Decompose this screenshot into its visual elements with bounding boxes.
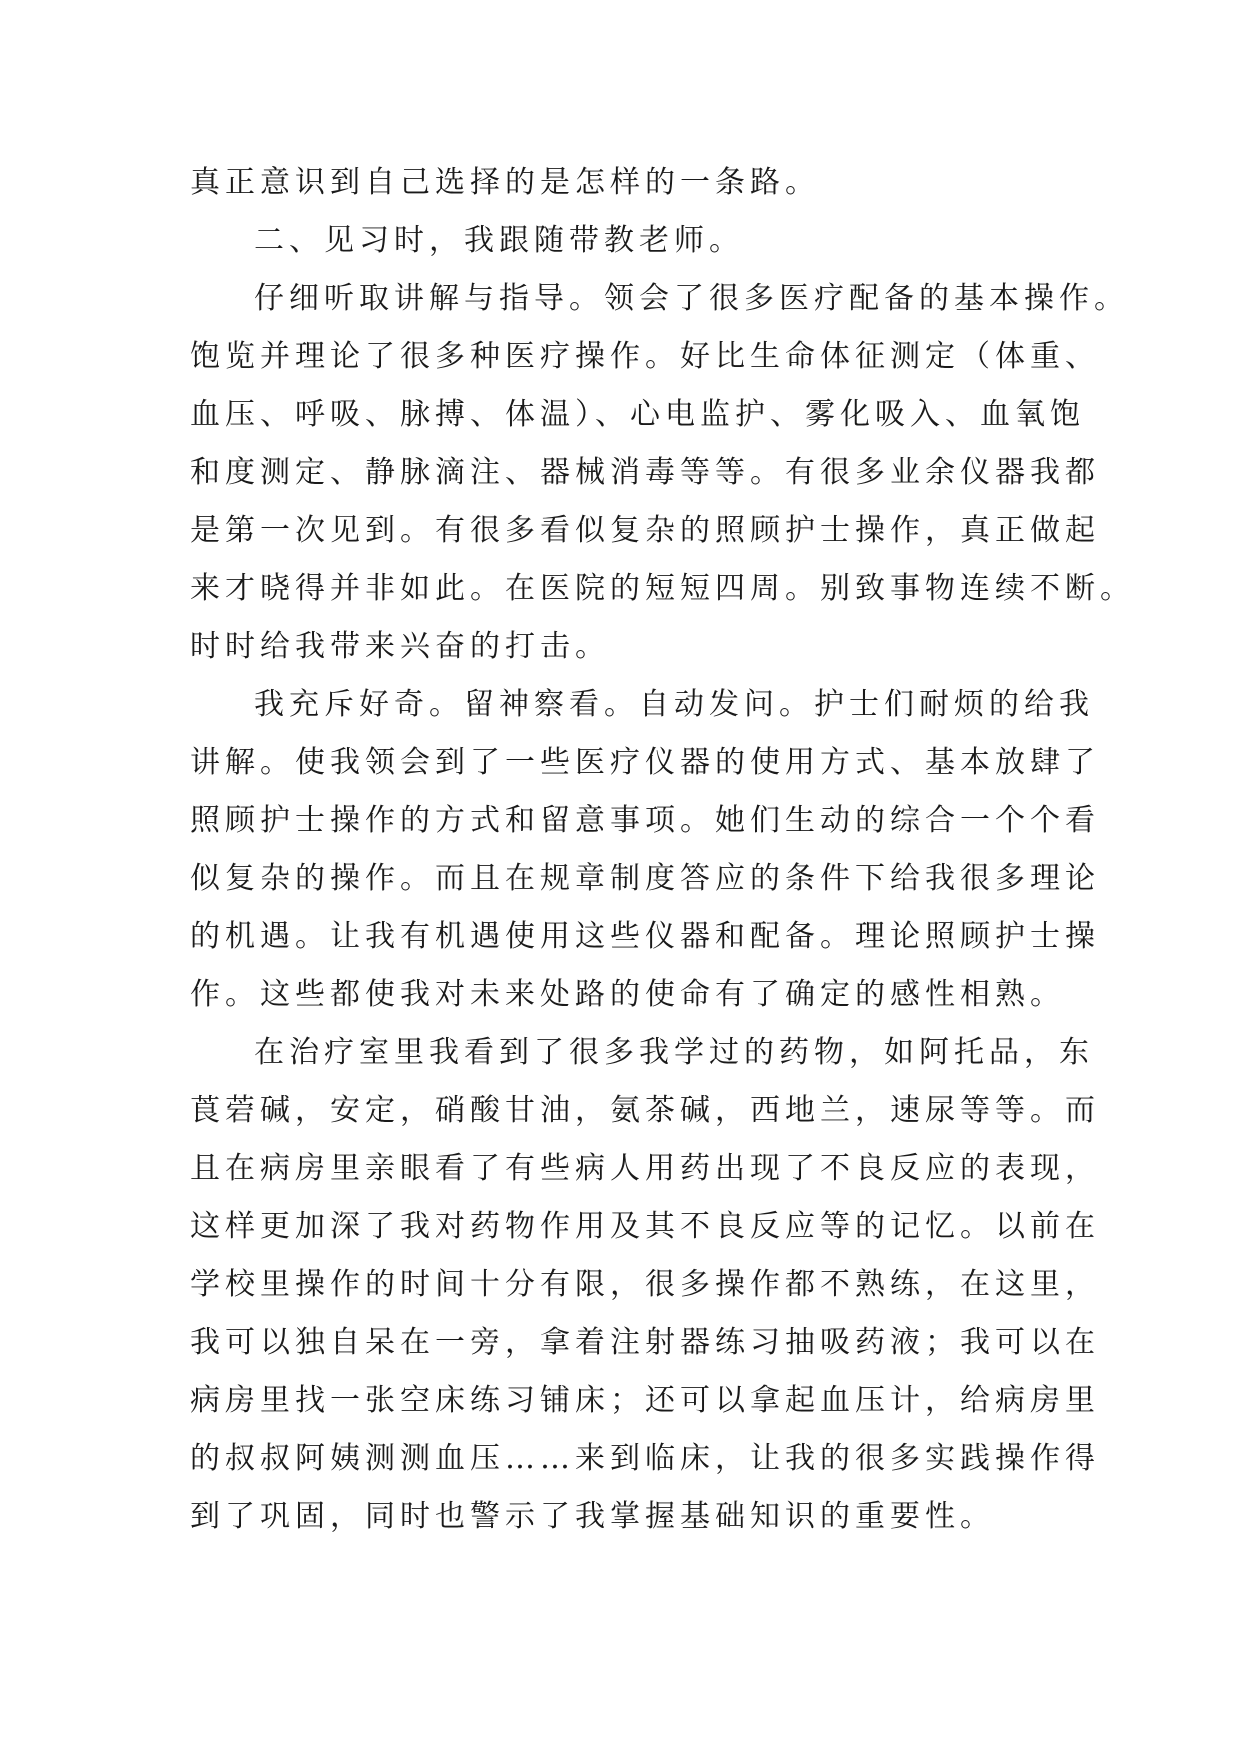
text-line: 这样更加深了我对药物作用及其不良反应等的记忆。以前在 [190, 1209, 1100, 1244]
text-line: 的机遇。让我有机遇使用这些仪器和配备。理论照顾护士操 [190, 919, 1100, 954]
text-line: 是第一次见到。有很多看似复杂的照顾护士操作，真正做起 [190, 513, 1100, 548]
text-line: 在治疗室里我看到了很多我学过的药物，如阿托品，东 [254, 1035, 1094, 1070]
text-line: 仔细听取讲解与指导。领会了很多医疗配备的基本操作。 [254, 281, 1129, 316]
text-line: 二、见习时，我跟随带教老师。 [254, 223, 744, 258]
text-line: 作。这些都使我对未来处路的使命有了确定的感性相熟。 [190, 977, 1065, 1012]
text-line: 学校里操作的时间十分有限，很多操作都不熟练，在这里， [190, 1267, 1100, 1302]
text-line: 且在病房里亲眼看了有些病人用药出现了不良反应的表现， [190, 1151, 1100, 1186]
text-line: 血压、呼吸、脉搏、体温）、心电监护、雾化吸入、血氧饱 [190, 397, 1085, 432]
text-line: 讲解。使我领会到了一些医疗仪器的使用方式、基本放肆了 [190, 745, 1100, 780]
document-body [190, 154, 1135, 1546]
text-line: 我充斥好奇。留神察看。自动发问。护士们耐烦的给我 [254, 687, 1094, 722]
text-line: 到了巩固，同时也警示了我掌握基础知识的重要性。 [190, 1499, 995, 1534]
text-line: 来才晓得并非如此。在医院的短短四周。别致事物连续不断。 [190, 571, 1135, 606]
text-line: 我可以独自呆在一旁，拿着注射器练习抽吸药液；我可以在 [190, 1325, 1100, 1360]
text-line: 莨菪碱，安定，硝酸甘油，氨茶碱，西地兰，速尿等等。而 [190, 1093, 1100, 1128]
text-line: 的叔叔阿姨测测血压……来到临床，让我的很多实践操作得 [190, 1441, 1100, 1476]
text-line: 时时给我带来兴奋的打击。 [190, 629, 610, 664]
text-line: 真正意识到自己选择的是怎样的一条路。 [190, 165, 820, 200]
text-line: 照顾护士操作的方式和留意事项。她们生动的综合一个个看 [190, 803, 1100, 838]
text-line: 似复杂的操作。而且在规章制度答应的条件下给我很多理论 [190, 861, 1100, 896]
text-line: 和度测定、静脉滴注、器械消毒等等。有很多业余仪器我都 [190, 455, 1100, 490]
text-line: 病房里找一张空床练习铺床；还可以拿起血压计，给病房里 [190, 1383, 1100, 1418]
text-line: 饱览并理论了很多种医疗操作。好比生命体征测定（体重、 [190, 339, 1100, 374]
